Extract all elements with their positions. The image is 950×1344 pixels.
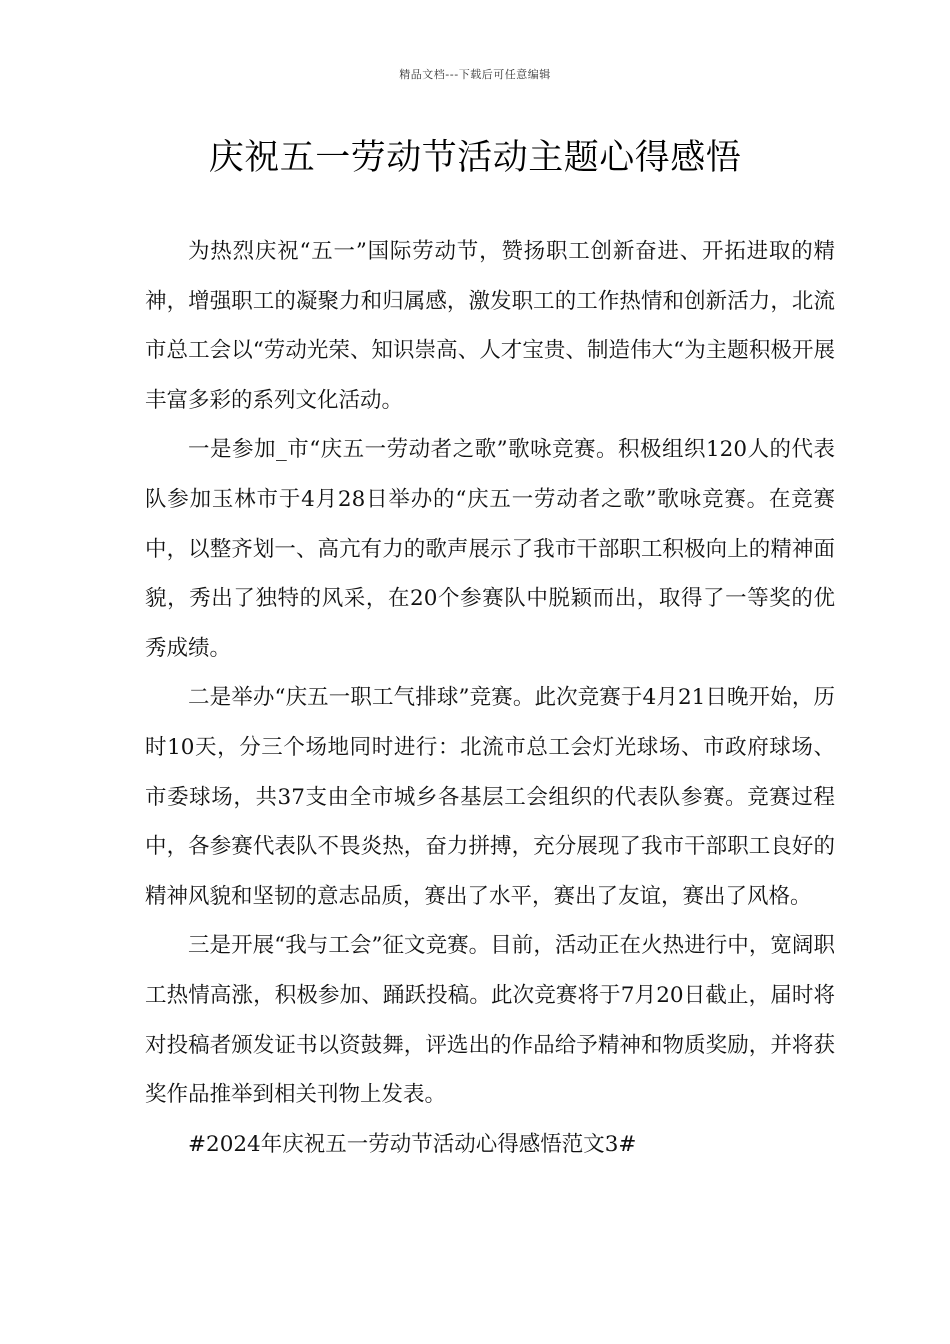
header-note: 精品文档---下载后可任意编辑 xyxy=(399,68,551,81)
paragraph-intro: 为热烈庆祝“五一”国际劳动节，赞扬职工创新奋进、开拓进取的精神，增强职工的凝聚力和归属感，激发职工的工作热情和创新活力，北流市总工会以“劳动光荣、知识崇高、人才宝贵、制造伟大“为主题积极开展丰富多彩的系列文化活动。 xyxy=(145,239,835,413)
paragraph-volleyball-contest: 二是举办“庆五一职工气排球”竞赛。此次竞赛于4月21日晚开始，历时10天，分三个场地同时进行：北流市总工会灯光球场、市政府球场、市委球场，共37支由全市城乡各基层工会组织的代表队参赛。竞赛过程中，各参赛代表队不畏炎热，奋力拼搏，充分展现了我市干部职工良好的精神风貌和坚韧的意志品质，赛出了水平，赛出了友谊，赛出了风格。 xyxy=(145,685,835,909)
document-body xyxy=(145,227,835,1169)
paragraph-essay-contest: 三是开展“我与工会”征文竞赛。目前，活动正在火热进行中，宽阔职工热情高涨，积极参加、踊跃投稿。此次竞赛将于7月20日截止，届时将对投稿者颁发证书以资鼓舞，评选出的作品给予精神和物质奖励，并将获奖作品推举到相关刊物上发表。 xyxy=(145,933,835,1108)
document-title: 庆祝五一劳动节活动主题心得感悟 xyxy=(208,138,742,178)
paragraph-singing-contest: 一是参加_市“庆五一劳动者之歌”歌咏竞赛。积极组织120人的代表队参加玉林市于4月28日举办的“庆五一劳动者之歌”歌咏竞赛。在竞赛中，以整齐划一、高亢有力的歌声展示了我市干部职工积极向上的精神面貌，秀出了独特的风采，在20个参赛队中脱颖而出，取得了一等奖的优秀成绩。 xyxy=(145,437,835,661)
paragraph-next-section-heading: #2024年庆祝五一劳动节活动心得感悟范文3# xyxy=(188,1131,637,1157)
